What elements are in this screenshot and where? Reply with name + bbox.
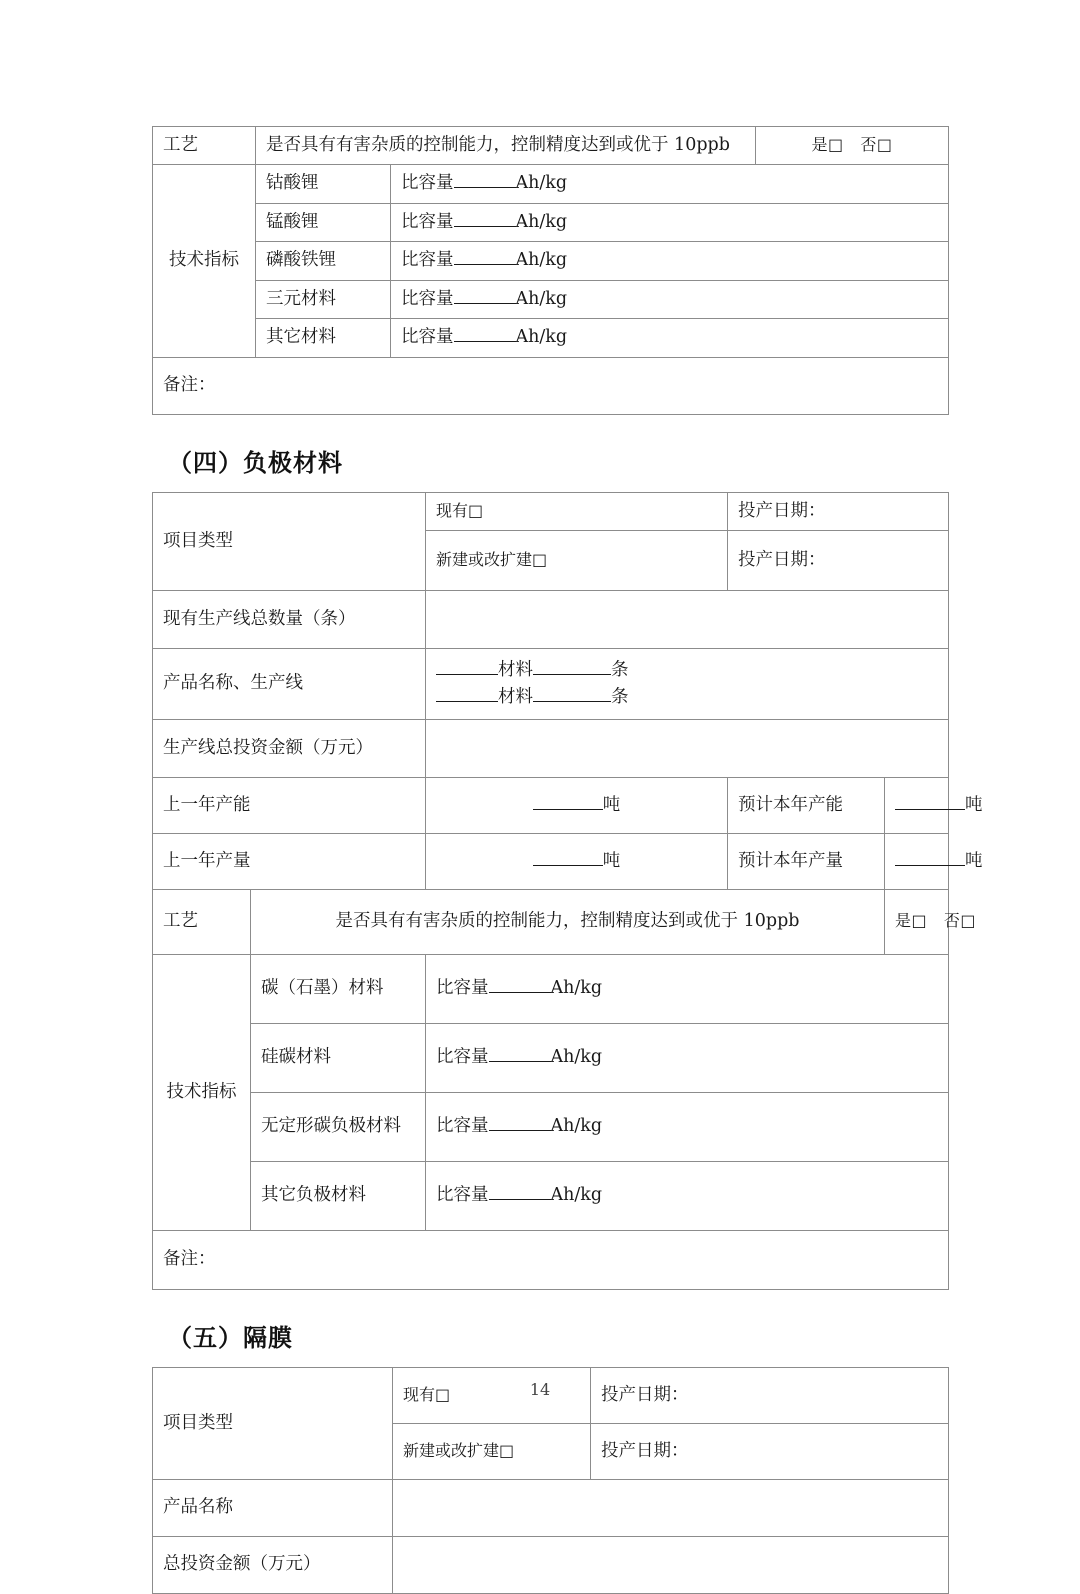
spacer-after-heading-five — [152, 1353, 948, 1367]
production-date-label: 投产日期： — [601, 1440, 689, 1461]
spec-blank-field[interactable] — [454, 248, 516, 265]
table-row — [153, 1093, 949, 1162]
table-row — [153, 955, 949, 1024]
this-year-output-label: 预计本年产量 — [738, 850, 843, 871]
page-content — [152, 0, 983, 1594]
production-date-cell[interactable] — [728, 531, 949, 591]
checkbox-yes[interactable]: 是□ — [895, 911, 928, 931]
last-year-output-label-cell — [153, 834, 426, 890]
spec-suffix: Ah/kg — [515, 327, 568, 348]
process-question-cell — [256, 127, 756, 165]
this-year-capacity-value-cell[interactable] — [885, 778, 983, 834]
table-row — [153, 127, 949, 165]
product-lines-row2-b: 条 — [611, 687, 629, 708]
tech-indicator-label-cell — [153, 955, 251, 1231]
product-name-blank-2[interactable] — [436, 685, 498, 702]
spec-prefix: 比容量 — [436, 1047, 489, 1068]
spec-blank-field[interactable] — [489, 1183, 551, 1200]
process-label: 工艺 — [163, 911, 198, 932]
production-date-label: 投产日期： — [601, 1384, 689, 1405]
material-name-cell — [251, 1093, 426, 1162]
process-label-cell — [153, 127, 256, 165]
top-margin-spacer — [152, 0, 948, 126]
material-name: 钴酸锂 — [266, 173, 319, 194]
output-blank-field[interactable] — [533, 849, 603, 866]
table-row — [153, 280, 949, 318]
total-investment-label: 总投资金额（万元） — [163, 1554, 321, 1575]
product-lines-label-cell — [153, 649, 426, 720]
material-name-cell — [251, 1162, 426, 1231]
process-question: 是否具有有害杂质的控制能力，控制精度达到或优于 10ppb — [266, 135, 730, 155]
product-lines-row1-a: 材料 — [498, 659, 533, 680]
process-answer-cell — [756, 127, 949, 165]
product-lines-label: 产品名称、生产线 — [163, 673, 303, 694]
page-number: 14 — [529, 1380, 551, 1399]
product-name-label-cell — [153, 1480, 393, 1537]
table-row — [153, 778, 949, 834]
product-line-entry[interactable] — [436, 684, 938, 711]
output-blank-field[interactable] — [895, 849, 965, 866]
production-date-label: 投产日期： — [738, 549, 826, 570]
spacer-after-heading-four — [152, 478, 948, 492]
product-name-value-cell[interactable] — [393, 1480, 949, 1537]
material-spec-cell — [391, 203, 949, 241]
remark-cell[interactable] — [153, 1231, 949, 1290]
tech-indicator-label: 技术指标 — [169, 250, 239, 271]
section-heading-four: （四）负极材料 — [168, 447, 343, 477]
output-unit: 吨 — [965, 850, 983, 871]
material-name-cell — [251, 955, 426, 1024]
table-row — [153, 890, 949, 955]
spec-prefix: 比容量 — [401, 250, 454, 271]
product-name-label: 产品名称 — [163, 1497, 233, 1518]
checkbox-no[interactable]: 否□ — [943, 911, 976, 931]
total-investment-label-cell — [153, 1537, 393, 1594]
material-name-cell — [251, 1024, 426, 1093]
table-row — [153, 720, 949, 778]
section-heading-five: （五）隔膜 — [168, 1323, 293, 1353]
material-name-cell — [256, 242, 391, 280]
table-row — [153, 1480, 949, 1537]
total-investment-value-cell[interactable] — [393, 1537, 949, 1594]
tech-indicator-label: 技术指标 — [166, 1081, 237, 1102]
spec-suffix: Ah/kg — [515, 250, 568, 271]
spec-prefix: 比容量 — [436, 978, 489, 999]
remark-cell[interactable] — [153, 357, 949, 414]
product-name-blank-1[interactable] — [436, 658, 498, 675]
spec-blank-field[interactable] — [454, 171, 516, 188]
spacer-after-table-2 — [152, 1290, 948, 1318]
material-name-cell — [256, 280, 391, 318]
production-date-cell[interactable] — [728, 492, 949, 530]
last-year-output-value-cell[interactable] — [426, 834, 728, 890]
checkbox-yes[interactable]: 是□ — [811, 135, 844, 154]
process-answer-cell — [885, 890, 976, 955]
existing-lines-label-cell — [153, 591, 426, 649]
capacity-unit: 吨 — [965, 794, 983, 815]
spec-prefix: 比容量 — [401, 327, 454, 348]
project-type-label: 项目类型 — [163, 1412, 233, 1433]
material-name-cell — [256, 203, 391, 241]
project-type-option-cell[interactable] — [426, 531, 728, 591]
material-name: 硅碳材料 — [261, 1047, 331, 1068]
product-line-entry[interactable] — [436, 657, 938, 684]
line-count-blank-1[interactable] — [533, 658, 611, 675]
spec-blank-field[interactable] — [454, 287, 516, 304]
table-row — [153, 165, 949, 203]
tech-indicator-label-cell — [153, 165, 256, 357]
spec-suffix: Ah/kg — [515, 211, 568, 232]
project-type-option-cell[interactable] — [393, 1424, 591, 1480]
material-spec-cell — [391, 280, 949, 318]
project-type-label: 项目类型 — [163, 530, 233, 551]
spec-prefix: 比容量 — [436, 1116, 489, 1137]
checkbox-existing[interactable]: 现有□ — [436, 500, 484, 520]
last-year-capacity-label-cell — [153, 778, 426, 834]
table-cathode-material-continued — [152, 126, 949, 415]
table-row — [153, 319, 949, 357]
output-unit: 吨 — [602, 850, 621, 871]
process-label-cell — [153, 890, 251, 955]
spec-prefix: 比容量 — [436, 1185, 489, 1206]
checkbox-new-or-expansion[interactable]: 新建或改扩建□ — [436, 549, 548, 569]
total-investment-label-cell — [153, 720, 426, 778]
project-type-label-cell — [153, 492, 426, 590]
last-year-capacity-label: 上一年产能 — [163, 794, 251, 815]
spec-suffix: Ah/kg — [515, 173, 568, 194]
capacity-unit: 吨 — [602, 794, 621, 815]
material-name-cell — [256, 319, 391, 357]
table-row — [153, 492, 949, 530]
table-row — [153, 203, 949, 241]
this-year-output-label-cell — [728, 834, 885, 890]
total-investment-label: 生产线总投资金额（万元） — [163, 737, 373, 758]
table-row — [153, 834, 949, 890]
spec-blank-field[interactable] — [489, 1045, 551, 1062]
material-spec-cell — [391, 165, 949, 203]
table-row — [153, 357, 949, 414]
material-name-cell — [256, 165, 391, 203]
process-label: 工艺 — [163, 135, 198, 155]
spec-suffix: Ah/kg — [550, 1047, 603, 1068]
material-name: 其它材料 — [266, 327, 336, 348]
table-separator-material — [152, 1367, 949, 1594]
material-spec-cell — [391, 242, 949, 280]
spec-blank-field[interactable] — [489, 976, 551, 993]
capacity-blank-field[interactable] — [895, 793, 965, 810]
material-name: 其它负极材料 — [261, 1185, 366, 1206]
table-row — [153, 242, 949, 280]
product-lines-value-cell[interactable] — [426, 649, 949, 720]
material-spec-cell — [391, 319, 949, 357]
spec-suffix: Ah/kg — [515, 288, 568, 309]
material-name: 锰酸锂 — [266, 211, 319, 232]
material-name: 碳（石墨）材料 — [261, 978, 384, 999]
checkbox-existing[interactable]: 现有□ — [403, 1384, 451, 1404]
checkbox-no[interactable]: 否□ — [860, 135, 893, 154]
material-name: 磷酸铁锂 — [266, 250, 336, 271]
spec-prefix: 比容量 — [401, 173, 454, 194]
spacer-after-table-1 — [152, 415, 948, 443]
spec-blank-field[interactable] — [454, 210, 516, 227]
spec-suffix: Ah/kg — [550, 978, 603, 999]
material-spec-cell — [426, 1162, 949, 1231]
total-investment-value-cell[interactable] — [426, 720, 949, 778]
remark-label: 备注： — [163, 375, 216, 396]
table-row — [153, 1024, 949, 1093]
product-lines-row2-a: 材料 — [498, 687, 533, 708]
material-name: 无定形碳负极材料 — [261, 1116, 401, 1137]
material-spec-cell — [426, 1024, 949, 1093]
spec-prefix: 比容量 — [401, 288, 454, 309]
line-count-blank-2[interactable] — [533, 685, 611, 702]
material-name: 三元材料 — [266, 288, 336, 309]
this-year-capacity-label: 预计本年产能 — [738, 794, 843, 815]
last-year-output-label: 上一年产量 — [163, 850, 251, 871]
spec-suffix: Ah/kg — [550, 1185, 603, 1206]
existing-lines-value-cell[interactable] — [426, 591, 949, 649]
table-row — [153, 1537, 949, 1594]
production-date-label: 投产日期： — [738, 500, 826, 521]
spec-suffix: Ah/kg — [550, 1116, 603, 1137]
spec-blank-field[interactable] — [454, 325, 516, 342]
spec-prefix: 比容量 — [401, 211, 454, 232]
existing-lines-label: 现有生产线总数量（条） — [163, 608, 356, 629]
product-lines-row1-b: 条 — [611, 659, 629, 680]
table-row — [153, 649, 949, 720]
material-spec-cell — [426, 955, 949, 1024]
spec-blank-field[interactable] — [489, 1114, 551, 1131]
table-anode-material — [152, 492, 983, 1290]
this-year-output-value-cell[interactable] — [885, 834, 983, 890]
remark-label: 备注： — [163, 1249, 216, 1270]
table-row — [153, 591, 949, 649]
capacity-blank-field[interactable] — [533, 793, 603, 810]
project-type-option-cell[interactable] — [426, 492, 728, 530]
checkbox-new-or-expansion[interactable]: 新建或改扩建□ — [403, 1440, 515, 1460]
process-question-cell — [251, 890, 885, 955]
material-spec-cell — [426, 1093, 949, 1162]
this-year-capacity-label-cell — [728, 778, 885, 834]
table-row — [153, 1231, 949, 1290]
production-date-cell[interactable] — [591, 1424, 949, 1480]
last-year-capacity-value-cell[interactable] — [426, 778, 728, 834]
process-question: 是否具有有害杂质的控制能力，控制精度达到或优于 10ppb — [335, 911, 800, 932]
table-row — [153, 1162, 949, 1231]
